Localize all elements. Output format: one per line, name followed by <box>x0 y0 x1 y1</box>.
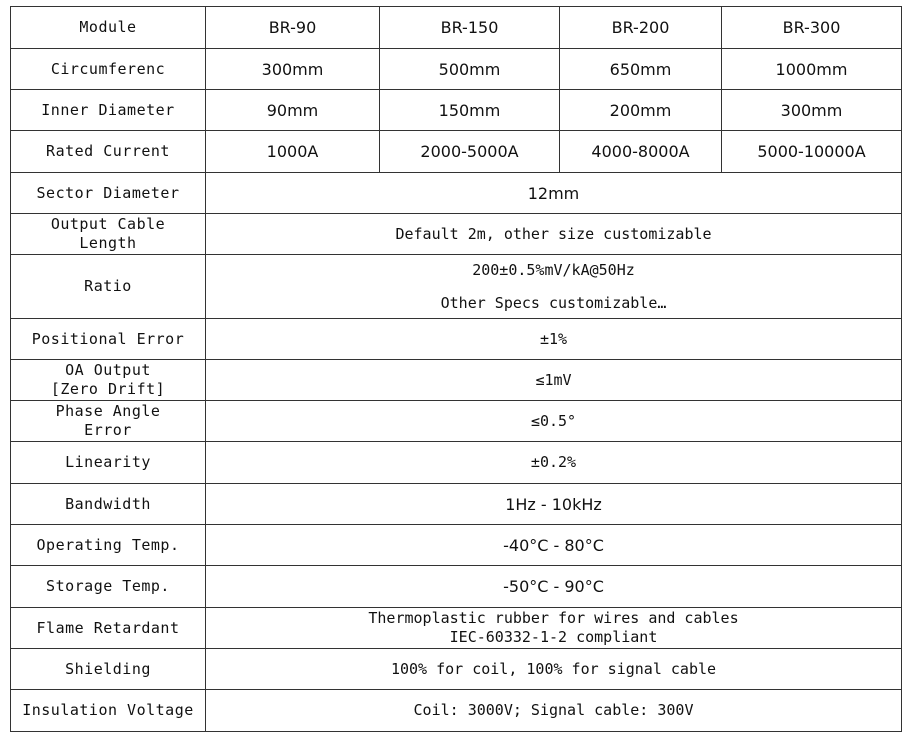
table-row-output-cable <box>11 214 902 255</box>
bandwidth-value: 1Hz - 10kHz <box>206 484 902 525</box>
flame-retardant-label: Flame Retardant <box>11 608 206 649</box>
ratio-value-line-1: 200±0.5%mV/kA@50Hz <box>472 260 635 279</box>
table-row-flame-retardant <box>11 608 902 649</box>
table-row-circumference <box>11 49 902 90</box>
operating-temp-label: Operating Temp. <box>11 525 206 566</box>
model-br-200-header: BR-200 <box>560 7 722 49</box>
sector-diameter-label: Sector Diameter <box>11 173 206 214</box>
module-header-cell: Module <box>11 7 206 49</box>
inner-diameter-value-br-90: 90mm <box>206 90 380 131</box>
phase-angle-error-label-line-2: Error <box>84 421 132 439</box>
storage-temp-value: -50°C - 90°C <box>206 566 902 608</box>
shielding-label: Shielding <box>11 649 206 690</box>
table-row-shielding <box>11 649 902 690</box>
operating-temp-value: -40°C - 80°C <box>206 525 902 566</box>
spec-table <box>10 6 902 732</box>
ratio-value-line-2: Other Specs customizable… <box>440 293 667 312</box>
linearity-value: ±0.2% <box>206 442 902 484</box>
model-br-300-header: BR-300 <box>722 7 902 49</box>
phase-angle-error-label-line-1: Phase Angle <box>55 402 161 420</box>
inner-diameter-label: Inner Diameter <box>11 90 206 131</box>
table-row-inner-diameter <box>11 90 902 131</box>
table-row-rated-current <box>11 131 902 173</box>
bandwidth-label: Bandwidth <box>11 484 206 525</box>
flame-retardant-value-line-2: IEC-60332-1-2 compliant <box>449 628 658 646</box>
storage-temp-label: Storage Temp. <box>11 566 206 608</box>
inner-diameter-value-br-200: 200mm <box>560 90 722 131</box>
phase-angle-error-label <box>11 401 206 442</box>
positional-error-label: Positional Error <box>11 319 206 360</box>
table-row-insulation-voltage <box>11 690 902 732</box>
ratio-label: Ratio <box>11 255 206 319</box>
circumference-label: Circumferenc <box>11 49 206 90</box>
table-row-phase-angle-error <box>11 401 902 442</box>
inner-diameter-value-br-300: 300mm <box>722 90 902 131</box>
sector-diameter-value: 12mm <box>206 173 902 214</box>
insulation-voltage-label: Insulation Voltage <box>11 690 206 732</box>
rated-current-value-br-300: 5000-10000A <box>722 131 902 173</box>
circumference-value-br-200: 650mm <box>560 49 722 90</box>
phase-angle-error-value: ≤0.5° <box>206 401 902 442</box>
model-br-150-header: BR-150 <box>380 7 560 49</box>
oa-output-value: ≤1mV <box>206 360 902 401</box>
table-row-positional-error <box>11 319 902 360</box>
rated-current-value-br-150: 2000-5000A <box>380 131 560 173</box>
table-row-oa-output <box>11 360 902 401</box>
table-row-bandwidth <box>11 484 902 525</box>
rated-current-value-br-200: 4000-8000A <box>560 131 722 173</box>
table-row-storage-temp <box>11 566 902 608</box>
positional-error-value: ±1% <box>206 319 902 360</box>
linearity-label: Linearity <box>11 442 206 484</box>
model-br-90-header: BR-90 <box>206 7 380 49</box>
output-cable-label-line-1: Output Cable <box>50 215 166 233</box>
output-cable-label <box>11 214 206 255</box>
flame-retardant-value <box>206 608 902 649</box>
circumference-value-br-300: 1000mm <box>722 49 902 90</box>
table-row-header <box>11 7 902 49</box>
circumference-value-br-90: 300mm <box>206 49 380 90</box>
flame-retardant-value-line-1: Thermoplastic rubber for wires and cables <box>368 609 739 627</box>
ratio-value <box>206 255 902 319</box>
table-row-operating-temp <box>11 525 902 566</box>
output-cable-label-line-2: Length <box>79 234 137 252</box>
circumference-value-br-150: 500mm <box>380 49 560 90</box>
table-row-sector-diameter <box>11 173 902 214</box>
table-row-ratio <box>11 255 902 319</box>
output-cable-value: Default 2m, other size customizable <box>206 214 902 255</box>
oa-output-label-line-2: [Zero Drift] <box>50 380 166 398</box>
insulation-voltage-value: Coil: 3000V; Signal cable: 300V <box>206 690 902 732</box>
rated-current-value-br-90: 1000A <box>206 131 380 173</box>
oa-output-label <box>11 360 206 401</box>
oa-output-label-line-1: OA Output <box>65 361 151 379</box>
shielding-value: 100% for coil, 100% for signal cable <box>206 649 902 690</box>
inner-diameter-value-br-150: 150mm <box>380 90 560 131</box>
rated-current-label: Rated Current <box>11 131 206 173</box>
table-row-linearity <box>11 442 902 484</box>
